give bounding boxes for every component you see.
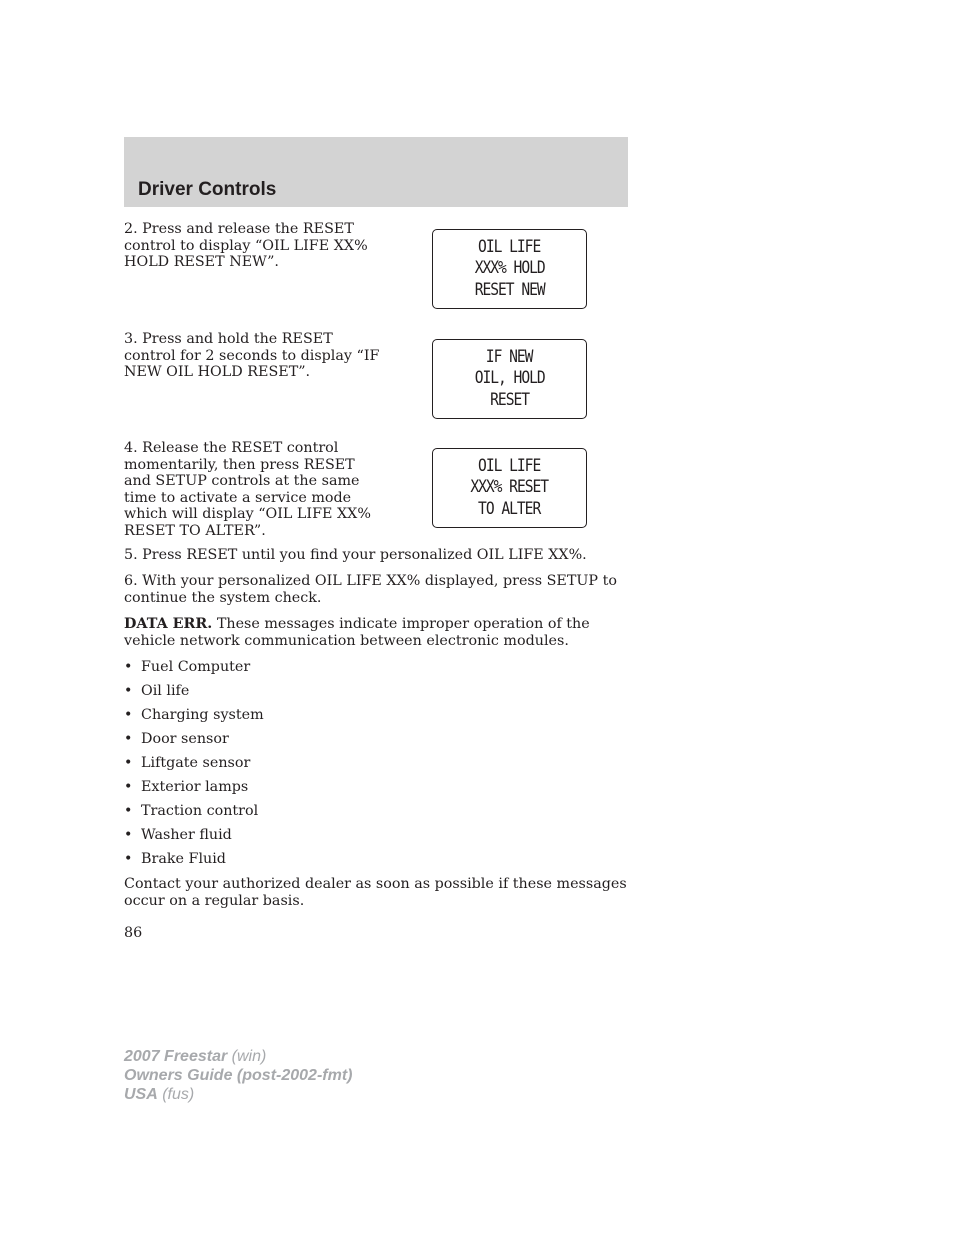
list-item: • Liftgate sensor bbox=[124, 755, 251, 771]
display-line: RESET bbox=[490, 389, 529, 410]
message-center-display-step-4 bbox=[432, 448, 587, 528]
data-err-bullet-list bbox=[124, 659, 264, 875]
message-center-display-step-2 bbox=[432, 229, 587, 309]
footer-line-3: USA (fus) bbox=[124, 1086, 195, 1103]
step-3-text: 3. Press and hold the RESET control for 2 seconds to display “IF NEW OIL HOLD RESET”. bbox=[124, 331, 380, 380]
display-line: XXX% RESET bbox=[470, 477, 549, 498]
bullet-icon: • bbox=[124, 659, 133, 675]
bullet-icon: • bbox=[124, 755, 133, 771]
data-err-text: These messages indicate improper operation of the vehicle network communication between electronic modules. bbox=[124, 616, 590, 649]
section-header-band bbox=[124, 137, 628, 207]
data-err-label: DATA ERR. bbox=[124, 616, 213, 632]
bullet-icon: • bbox=[124, 779, 133, 795]
bullet-icon: • bbox=[124, 707, 133, 723]
list-item: • Door sensor bbox=[124, 731, 229, 747]
list-item: • Oil life bbox=[124, 683, 190, 699]
display-line: OIL, HOLD bbox=[474, 368, 545, 389]
bullet-icon: • bbox=[124, 851, 133, 867]
list-item: • Brake Fluid bbox=[124, 851, 226, 867]
step-6-text: 6. With your personalized OIL LIFE XX% displayed, press SETUP to continue the system check. bbox=[124, 573, 617, 606]
display-line: OIL LIFE bbox=[478, 455, 541, 476]
display-line: RESET NEW bbox=[474, 279, 545, 300]
bullet-icon: • bbox=[124, 803, 133, 819]
page-number: 86 bbox=[124, 925, 143, 941]
list-item: • Washer fluid bbox=[124, 827, 232, 843]
document-footer bbox=[124, 1047, 352, 1104]
footer-line-1: 2007 Freestar (win) bbox=[124, 1048, 267, 1065]
list-item: • Fuel Computer bbox=[124, 659, 251, 675]
bullet-icon: • bbox=[124, 827, 133, 843]
step-2-text: 2. Press and release the RESET control to display “OIL LIFE XX% HOLD RESET NEW”. bbox=[124, 221, 368, 270]
message-center-display-step-3 bbox=[432, 339, 587, 419]
list-item: • Charging system bbox=[124, 707, 264, 723]
display-line: IF NEW bbox=[486, 346, 533, 367]
section-title: Driver Controls bbox=[138, 179, 277, 200]
footer-line-2: Owners Guide (post-2002-fmt) bbox=[124, 1067, 353, 1084]
bullet-icon: • bbox=[124, 731, 133, 747]
step-5-text: 5. Press RESET until you find your personalized OIL LIFE XX%. bbox=[124, 547, 587, 563]
data-err-paragraph bbox=[124, 616, 628, 649]
bullet-icon: • bbox=[124, 683, 133, 699]
list-item: • Exterior lamps bbox=[124, 779, 249, 795]
display-line: TO ALTER bbox=[478, 498, 541, 519]
list-item: • Traction control bbox=[124, 803, 259, 819]
step-4-text: 4. Release the RESET control momentarily, then press RESET and SETUP controls at the same time to activate a service mode which will display “OIL LIFE XX% RESET TO ALTER”. bbox=[124, 440, 371, 539]
display-line: XXX% HOLD bbox=[474, 258, 545, 279]
display-line: OIL LIFE bbox=[478, 236, 541, 257]
contact-dealer-text: Contact your authorized dealer as soon as possible if these messages occur on a regular basis. bbox=[124, 876, 627, 909]
